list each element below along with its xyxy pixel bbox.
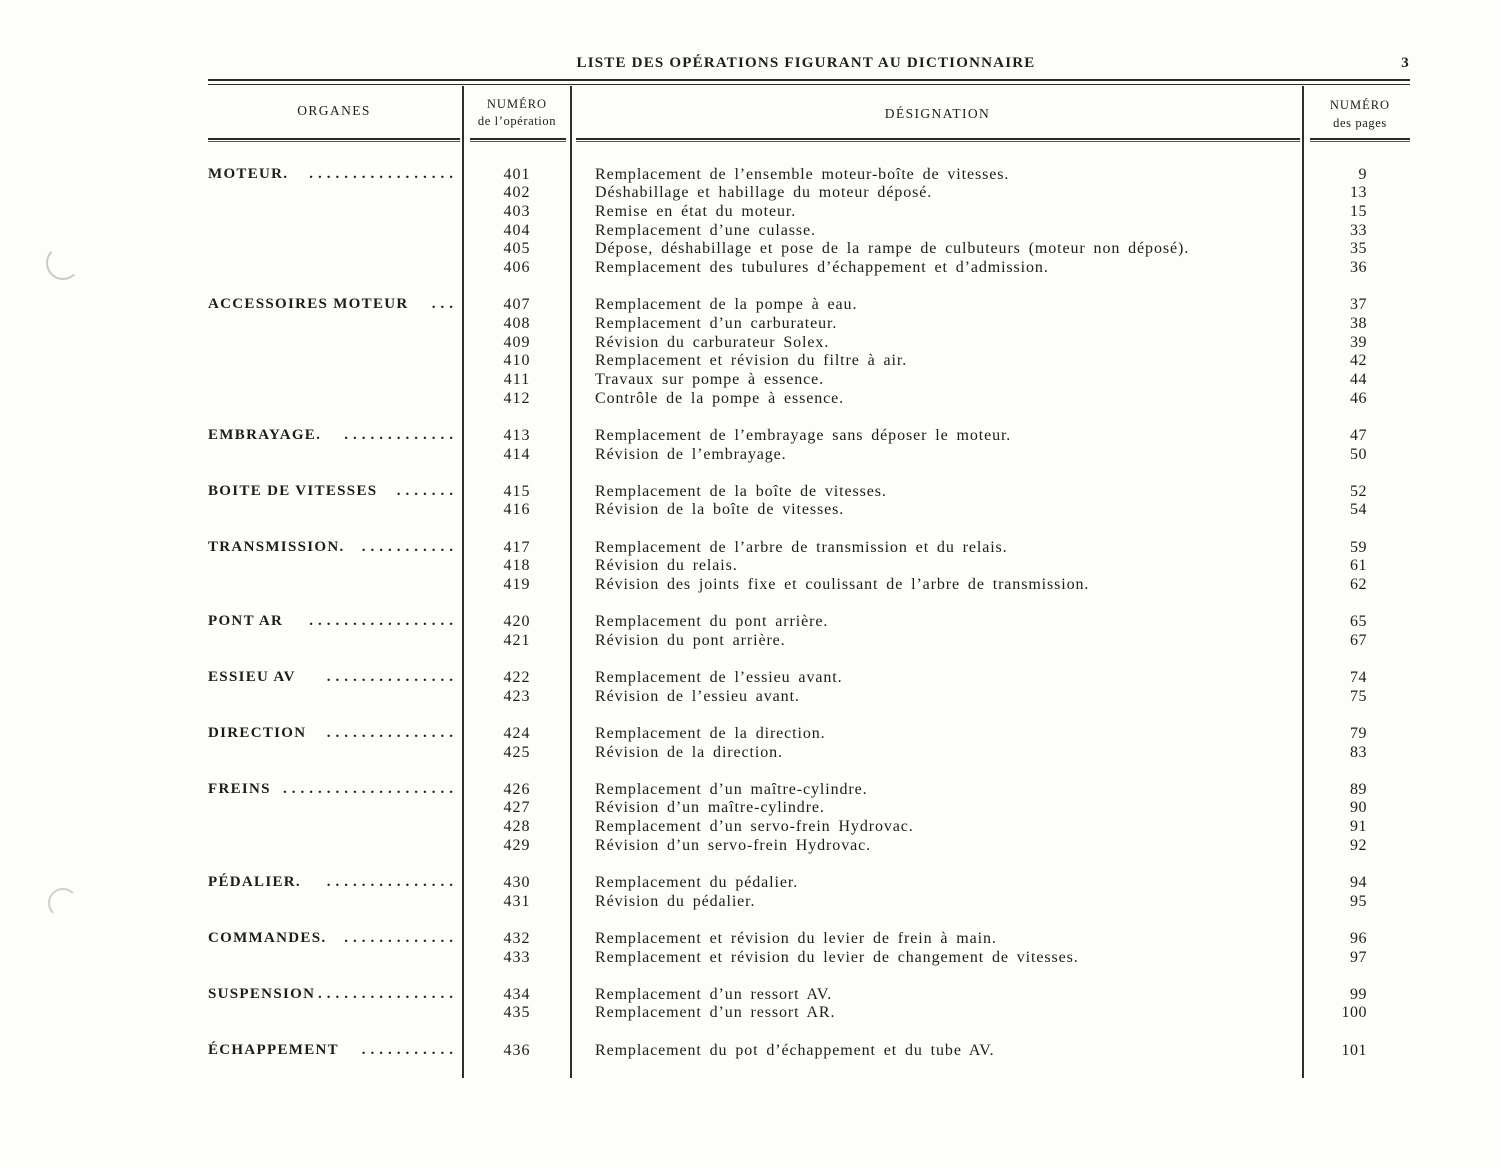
operation-row bbox=[0, 557, 1500, 576]
operation-number: 402 bbox=[503, 184, 531, 202]
operation-row bbox=[0, 744, 1500, 763]
organ-name: FREINS bbox=[208, 780, 271, 797]
operation-page-number: 47 bbox=[1350, 426, 1367, 444]
operation-page-number: 59 bbox=[1350, 538, 1367, 556]
operation-page-number: 13 bbox=[1350, 184, 1367, 202]
operation-designation: Révision de la boîte de vitesses. bbox=[595, 501, 845, 519]
organ-label bbox=[208, 668, 458, 687]
operation-row bbox=[0, 371, 1500, 390]
operation-number: 416 bbox=[503, 501, 531, 519]
operation-row bbox=[0, 184, 1500, 203]
column-header-numero-pages: NUMÉRO bbox=[1329, 98, 1391, 112]
organ-name: MOTEUR. bbox=[208, 165, 289, 182]
operation-row bbox=[0, 781, 1500, 800]
operation-number: 436 bbox=[503, 1041, 531, 1059]
organ-group bbox=[0, 539, 1500, 595]
header-underline-thin bbox=[470, 141, 566, 142]
operation-number: 412 bbox=[503, 389, 531, 407]
organ-label bbox=[208, 780, 458, 799]
operation-page-number: 92 bbox=[1350, 836, 1367, 854]
operation-number: 418 bbox=[503, 557, 531, 575]
operation-page-number: 54 bbox=[1350, 501, 1367, 519]
operation-designation: Révision du pédalier. bbox=[595, 892, 756, 910]
operation-row bbox=[0, 986, 1500, 1005]
operation-page-number: 62 bbox=[1350, 575, 1367, 593]
organ-name: COMMANDES. bbox=[208, 929, 327, 946]
operation-designation: Travaux sur pompe à essence. bbox=[595, 370, 825, 388]
organ-label bbox=[208, 612, 458, 631]
dot-leader: ............. bbox=[344, 426, 458, 443]
operation-row bbox=[0, 352, 1500, 371]
organ-name: ACCESSOIRES MOTEUR bbox=[208, 296, 409, 313]
operation-designation: Révision de l’essieu avant. bbox=[595, 687, 800, 705]
operation-number: 408 bbox=[503, 314, 531, 332]
operation-page-number: 99 bbox=[1350, 985, 1367, 1003]
organ-group bbox=[0, 296, 1500, 408]
operation-page-number: 38 bbox=[1350, 314, 1367, 332]
operation-row bbox=[0, 799, 1500, 818]
operation-page-number: 83 bbox=[1350, 743, 1367, 761]
operation-designation: Remplacement des tubulures d’échappement et d’admission. bbox=[595, 259, 1049, 277]
operations-table-body bbox=[0, 166, 1500, 1079]
operation-row bbox=[0, 501, 1500, 520]
operation-page-number: 44 bbox=[1350, 370, 1367, 388]
operation-number: 432 bbox=[503, 929, 531, 947]
operation-row bbox=[0, 949, 1500, 968]
operation-designation: Remplacement de la pompe à eau. bbox=[595, 296, 858, 314]
organ-name: ÉCHAPPEMENT bbox=[208, 1041, 339, 1058]
operation-row bbox=[0, 613, 1500, 632]
organ-group bbox=[0, 669, 1500, 706]
operation-row bbox=[0, 166, 1500, 185]
operation-designation: Remplacement de l’arbre de transmission et du relais. bbox=[595, 538, 1008, 556]
organ-label bbox=[208, 1041, 458, 1060]
organ-label bbox=[208, 165, 458, 184]
organ-group bbox=[0, 986, 1500, 1023]
operation-designation: Remplacement d’un maître-cylindre. bbox=[595, 780, 868, 798]
operation-designation: Remplacement d’une culasse. bbox=[595, 221, 816, 239]
header-underline bbox=[208, 138, 460, 140]
operation-number: 411 bbox=[503, 370, 531, 388]
operation-number: 424 bbox=[503, 724, 531, 742]
operation-page-number: 50 bbox=[1350, 445, 1367, 463]
operation-number: 403 bbox=[503, 202, 531, 220]
organ-name: EMBRAYAGE. bbox=[208, 426, 322, 443]
organ-name: ESSIEU AV bbox=[208, 669, 296, 686]
header-underline bbox=[1310, 138, 1410, 140]
operation-page-number: 100 bbox=[1341, 1004, 1367, 1022]
operation-designation: Remplacement du pot d’échappement et du tube AV. bbox=[595, 1041, 995, 1059]
organ-label bbox=[208, 538, 458, 557]
operation-number: 413 bbox=[503, 426, 531, 444]
operation-number: 420 bbox=[503, 613, 531, 631]
page-number: 3 bbox=[1401, 55, 1409, 71]
operation-page-number: 90 bbox=[1350, 799, 1367, 817]
operation-number: 425 bbox=[503, 743, 531, 761]
operation-page-number: 75 bbox=[1350, 687, 1367, 705]
organ-name: PONT AR bbox=[208, 613, 284, 630]
organ-group bbox=[0, 613, 1500, 650]
operation-page-number: 94 bbox=[1350, 874, 1367, 892]
operation-row bbox=[0, 390, 1500, 409]
header-underline-thin bbox=[208, 141, 460, 142]
operation-row bbox=[0, 483, 1500, 502]
operation-row bbox=[0, 222, 1500, 241]
organ-group bbox=[0, 427, 1500, 464]
operation-row bbox=[0, 240, 1500, 259]
operation-number: 417 bbox=[503, 538, 531, 556]
operation-page-number: 96 bbox=[1350, 929, 1367, 947]
organ-group bbox=[0, 1042, 1500, 1061]
table-top-rule bbox=[208, 79, 1410, 81]
operation-page-number: 101 bbox=[1341, 1041, 1367, 1059]
operation-row bbox=[0, 259, 1500, 278]
organ-name: PÉDALIER. bbox=[208, 874, 301, 891]
operation-designation: Remplacement du pont arrière. bbox=[595, 613, 829, 631]
operation-number: 431 bbox=[503, 892, 531, 910]
operation-designation: Remplacement d’un carburateur. bbox=[595, 314, 838, 332]
organ-name: BOITE DE VITESSES bbox=[208, 482, 378, 499]
operation-designation: Remplacement de la boîte de vitesses. bbox=[595, 482, 887, 500]
operation-row bbox=[0, 688, 1500, 707]
column-header-numero-pages-sub: des pages bbox=[1333, 116, 1387, 130]
operation-number: 435 bbox=[503, 1004, 531, 1022]
operation-designation: Révision de l’embrayage. bbox=[595, 445, 787, 463]
operation-number: 421 bbox=[503, 631, 531, 649]
operation-designation: Remplacement de l’ensemble moteur-boîte de vitesses. bbox=[595, 165, 1010, 183]
operation-number: 430 bbox=[503, 874, 531, 892]
operation-page-number: 37 bbox=[1350, 296, 1367, 314]
organ-group bbox=[0, 166, 1500, 278]
operation-page-number: 15 bbox=[1350, 202, 1367, 220]
operation-page-number: 97 bbox=[1350, 948, 1367, 966]
operation-designation: Révision d’un servo-frein Hydrovac. bbox=[595, 836, 871, 854]
dot-leader: ....... bbox=[396, 482, 458, 499]
organ-name: SUSPENSION bbox=[208, 985, 316, 1002]
operation-page-number: 79 bbox=[1350, 724, 1367, 742]
organ-label bbox=[208, 929, 458, 948]
operation-designation: Remplacement d’un ressort AV. bbox=[595, 985, 833, 1003]
column-header-numero-operation-sub: de l’opération bbox=[477, 114, 557, 128]
operation-row bbox=[0, 874, 1500, 893]
operation-number: 405 bbox=[503, 240, 531, 258]
operation-number: 414 bbox=[503, 445, 531, 463]
operation-row bbox=[0, 930, 1500, 949]
dot-leader: ................. bbox=[309, 613, 458, 630]
operation-designation: Révision du pont arrière. bbox=[595, 631, 786, 649]
operation-designation: Remplacement de l’embrayage sans déposer le moteur. bbox=[595, 426, 1012, 444]
organ-group bbox=[0, 930, 1500, 967]
operation-number: 433 bbox=[503, 948, 531, 966]
operation-row bbox=[0, 427, 1500, 446]
operation-designation: Remplacement et révision du levier de changement de vitesses. bbox=[595, 948, 1079, 966]
operation-page-number: 74 bbox=[1350, 669, 1367, 687]
operation-page-number: 65 bbox=[1350, 613, 1367, 631]
operation-row bbox=[0, 315, 1500, 334]
header-underline-thin bbox=[576, 141, 1300, 142]
operation-row bbox=[0, 725, 1500, 744]
organ-label bbox=[208, 985, 458, 1004]
operation-number: 407 bbox=[503, 296, 531, 314]
dot-leader: ... bbox=[431, 296, 458, 313]
column-header-organes: ORGANES bbox=[297, 103, 371, 118]
operation-designation: Remplacement d’un ressort AR. bbox=[595, 1004, 836, 1022]
dot-leader: ............... bbox=[326, 724, 458, 741]
operation-row bbox=[0, 669, 1500, 688]
organ-name: DIRECTION bbox=[208, 724, 307, 741]
organ-label bbox=[208, 426, 458, 445]
operation-designation: Remplacement de l’essieu avant. bbox=[595, 669, 843, 687]
operation-designation: Remplacement d’un servo-frein Hydrovac. bbox=[595, 818, 914, 836]
operation-page-number: 89 bbox=[1350, 780, 1367, 798]
operation-designation: Remplacement du pédalier. bbox=[595, 874, 799, 892]
operation-row bbox=[0, 893, 1500, 912]
operation-designation: Révision de la direction. bbox=[595, 743, 783, 761]
organ-label bbox=[208, 724, 458, 743]
operation-designation: Révision d’un maître-cylindre. bbox=[595, 799, 825, 817]
column-header-numero-operation: NUMÉRO bbox=[486, 97, 548, 111]
operation-designation: Dépose, déshabillage et pose de la rampe de culbuteurs (moteur non déposé). bbox=[595, 240, 1190, 258]
operation-page-number: 36 bbox=[1350, 259, 1367, 277]
operation-number: 415 bbox=[503, 482, 531, 500]
operation-page-number: 42 bbox=[1350, 352, 1367, 370]
operation-number: 404 bbox=[503, 221, 531, 239]
organ-group bbox=[0, 483, 1500, 520]
operation-row bbox=[0, 1042, 1500, 1061]
operation-page-number: 61 bbox=[1350, 557, 1367, 575]
organ-group bbox=[0, 725, 1500, 762]
operation-row bbox=[0, 837, 1500, 856]
dot-leader: ................ bbox=[318, 985, 458, 1002]
operation-designation: Remplacement et révision du levier de frein à main. bbox=[595, 929, 997, 947]
dot-leader: ............... bbox=[326, 874, 458, 891]
dot-leader: ................. bbox=[309, 165, 458, 182]
operation-row bbox=[0, 632, 1500, 651]
operation-page-number: 9 bbox=[1358, 165, 1367, 183]
operation-row bbox=[0, 539, 1500, 558]
column-header-designation: DÉSIGNATION bbox=[884, 106, 991, 121]
operation-designation: Révision du relais. bbox=[595, 557, 738, 575]
organ-label bbox=[208, 482, 458, 501]
operation-page-number: 91 bbox=[1350, 818, 1367, 836]
operation-row bbox=[0, 576, 1500, 595]
operation-number: 410 bbox=[503, 352, 531, 370]
operation-row bbox=[0, 446, 1500, 465]
operation-number: 429 bbox=[503, 836, 531, 854]
organ-group bbox=[0, 874, 1500, 911]
dot-leader: ........... bbox=[361, 538, 458, 555]
document-title: LISTE DES OPÉRATIONS FIGURANT AU DICTIONNAIRE bbox=[576, 55, 1036, 71]
operation-designation: Remplacement de la direction. bbox=[595, 724, 826, 742]
operation-page-number: 35 bbox=[1350, 240, 1367, 258]
operation-designation: Remplacement et révision du filtre à air. bbox=[595, 352, 908, 370]
operation-page-number: 67 bbox=[1350, 631, 1367, 649]
dot-leader: ........... bbox=[361, 1041, 458, 1058]
operation-page-number: 95 bbox=[1350, 892, 1367, 910]
operation-page-number: 46 bbox=[1350, 389, 1367, 407]
operation-number: 426 bbox=[503, 780, 531, 798]
operation-row bbox=[0, 1004, 1500, 1023]
header-underline bbox=[470, 138, 566, 140]
dot-leader: ............... bbox=[326, 669, 458, 686]
table-top-rule-thin bbox=[208, 84, 1410, 85]
organ-name: TRANSMISSION. bbox=[208, 538, 345, 555]
operation-number: 422 bbox=[503, 669, 531, 687]
operation-row bbox=[0, 818, 1500, 837]
operation-page-number: 39 bbox=[1350, 333, 1367, 351]
operation-number: 409 bbox=[503, 333, 531, 351]
organ-label bbox=[208, 873, 458, 892]
operation-designation: Révision des joints fixe et coulissant de l’arbre de transmission. bbox=[595, 575, 1090, 593]
operation-number: 427 bbox=[503, 799, 531, 817]
organ-group bbox=[0, 781, 1500, 856]
operation-page-number: 52 bbox=[1350, 482, 1367, 500]
operation-page-number: 33 bbox=[1350, 221, 1367, 239]
operation-number: 401 bbox=[503, 165, 531, 183]
operation-number: 434 bbox=[503, 985, 531, 1003]
operation-number: 428 bbox=[503, 818, 531, 836]
operation-designation: Révision du carburateur Solex. bbox=[595, 333, 830, 351]
operation-number: 406 bbox=[503, 259, 531, 277]
operation-designation: Contrôle de la pompe à essence. bbox=[595, 389, 845, 407]
operation-row bbox=[0, 296, 1500, 315]
operation-designation: Remise en état du moteur. bbox=[595, 202, 797, 220]
operation-row bbox=[0, 334, 1500, 353]
operation-designation: Déshabillage et habillage du moteur déposé. bbox=[595, 184, 933, 202]
operation-number: 419 bbox=[503, 575, 531, 593]
dot-leader: .................... bbox=[283, 780, 458, 797]
operation-row bbox=[0, 203, 1500, 222]
organ-label bbox=[208, 295, 458, 314]
dot-leader: ............. bbox=[344, 929, 458, 946]
header-underline-thin bbox=[1310, 141, 1410, 142]
operation-number: 423 bbox=[503, 687, 531, 705]
header-underline bbox=[576, 138, 1300, 140]
